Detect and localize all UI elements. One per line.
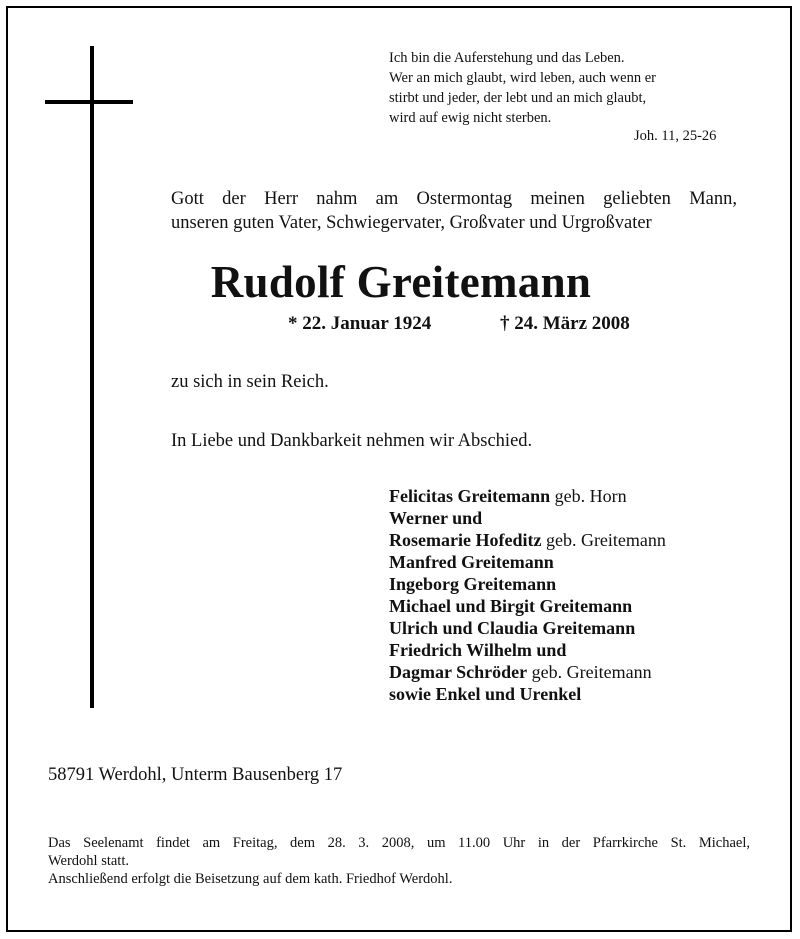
mourner-entry: [389, 639, 666, 661]
mourner-entry: [389, 661, 666, 683]
closing-line: zu sich in sein Reich.: [171, 372, 329, 392]
mourner-entry: [389, 551, 666, 573]
mourner-name: Ingeborg Greitemann: [389, 574, 557, 594]
deceased-name: Rudolf Greitemann: [210, 257, 592, 307]
cross-icon-vertical: [90, 46, 94, 708]
service-line: Anschließend erfolgt die Beisetzung auf dem kath. Friedhof Werdohl.: [48, 871, 453, 887]
birth-date: * 22. Januar 1924: [288, 313, 432, 334]
mourner-entry: [389, 529, 666, 551]
mourner-entry: [389, 617, 666, 639]
mourner-name: Friedrich Wilhelm und: [389, 640, 567, 660]
obituary-notice: [6, 6, 792, 932]
mourner-birth-name: geb. Greitemann: [527, 662, 652, 682]
mourner-name: Dagmar Schröder: [389, 662, 528, 682]
verse-line: wird auf ewig nicht sterben.: [389, 110, 552, 126]
bible-verse: [389, 48, 749, 128]
mourner-name: Ulrich und Claudia Greitemann: [389, 618, 636, 638]
mourners-list: [389, 485, 666, 705]
mourner-name: Werner und: [389, 508, 483, 528]
mourner-entry: [389, 485, 666, 507]
service-line: Das Seelenamt findet am Freitag, dem 28. 3. 2008, um 11.00 Uhr in der Pfarrkirche St. Michael,: [48, 835, 750, 851]
mourner-entry: [389, 595, 666, 617]
death-date: † 24. März 2008: [500, 313, 630, 334]
verse-line: Wer an mich glaubt, wird leben, auch wenn er: [389, 70, 656, 86]
verse-reference: Joh. 11, 25-26: [634, 128, 717, 144]
service-line: Werdohl statt.: [48, 853, 129, 869]
mourner-entry: [389, 683, 666, 705]
mourner-name: Felicitas Greitemann: [389, 486, 551, 506]
mourner-name: Manfred Greitemann: [389, 552, 554, 572]
verse-line: stirbt und jeder, der lebt und an mich glaubt,: [389, 90, 647, 106]
mourner-name: Michael und Birgit Greitemann: [389, 596, 633, 616]
mourner-name: sowie Enkel und Urenkel: [389, 684, 582, 704]
mourner-entry: [389, 573, 666, 595]
cross-icon-horizontal: [45, 100, 133, 104]
farewell-line: In Liebe und Dankbarkeit nehmen wir Abschied.: [171, 431, 533, 451]
intro-line: Gott der Herr nahm am Ostermontag meinen geliebten Mann,: [171, 189, 737, 209]
verse-line: Ich bin die Auferstehung und das Leben.: [389, 50, 625, 66]
mourner-birth-name: geb. Horn: [550, 486, 627, 506]
intro-text: [171, 187, 737, 235]
mourner-name: Rosemarie Hofeditz: [389, 530, 542, 550]
intro-line: unseren guten Vater, Schwiegervater, Großvater und Urgroßvater: [171, 213, 652, 233]
mourner-entry: [389, 507, 666, 529]
mourner-birth-name: geb. Greitemann: [541, 530, 666, 550]
family-address: 58791 Werdohl, Unterm Bausenberg 17: [48, 765, 343, 785]
service-info: [48, 834, 750, 888]
